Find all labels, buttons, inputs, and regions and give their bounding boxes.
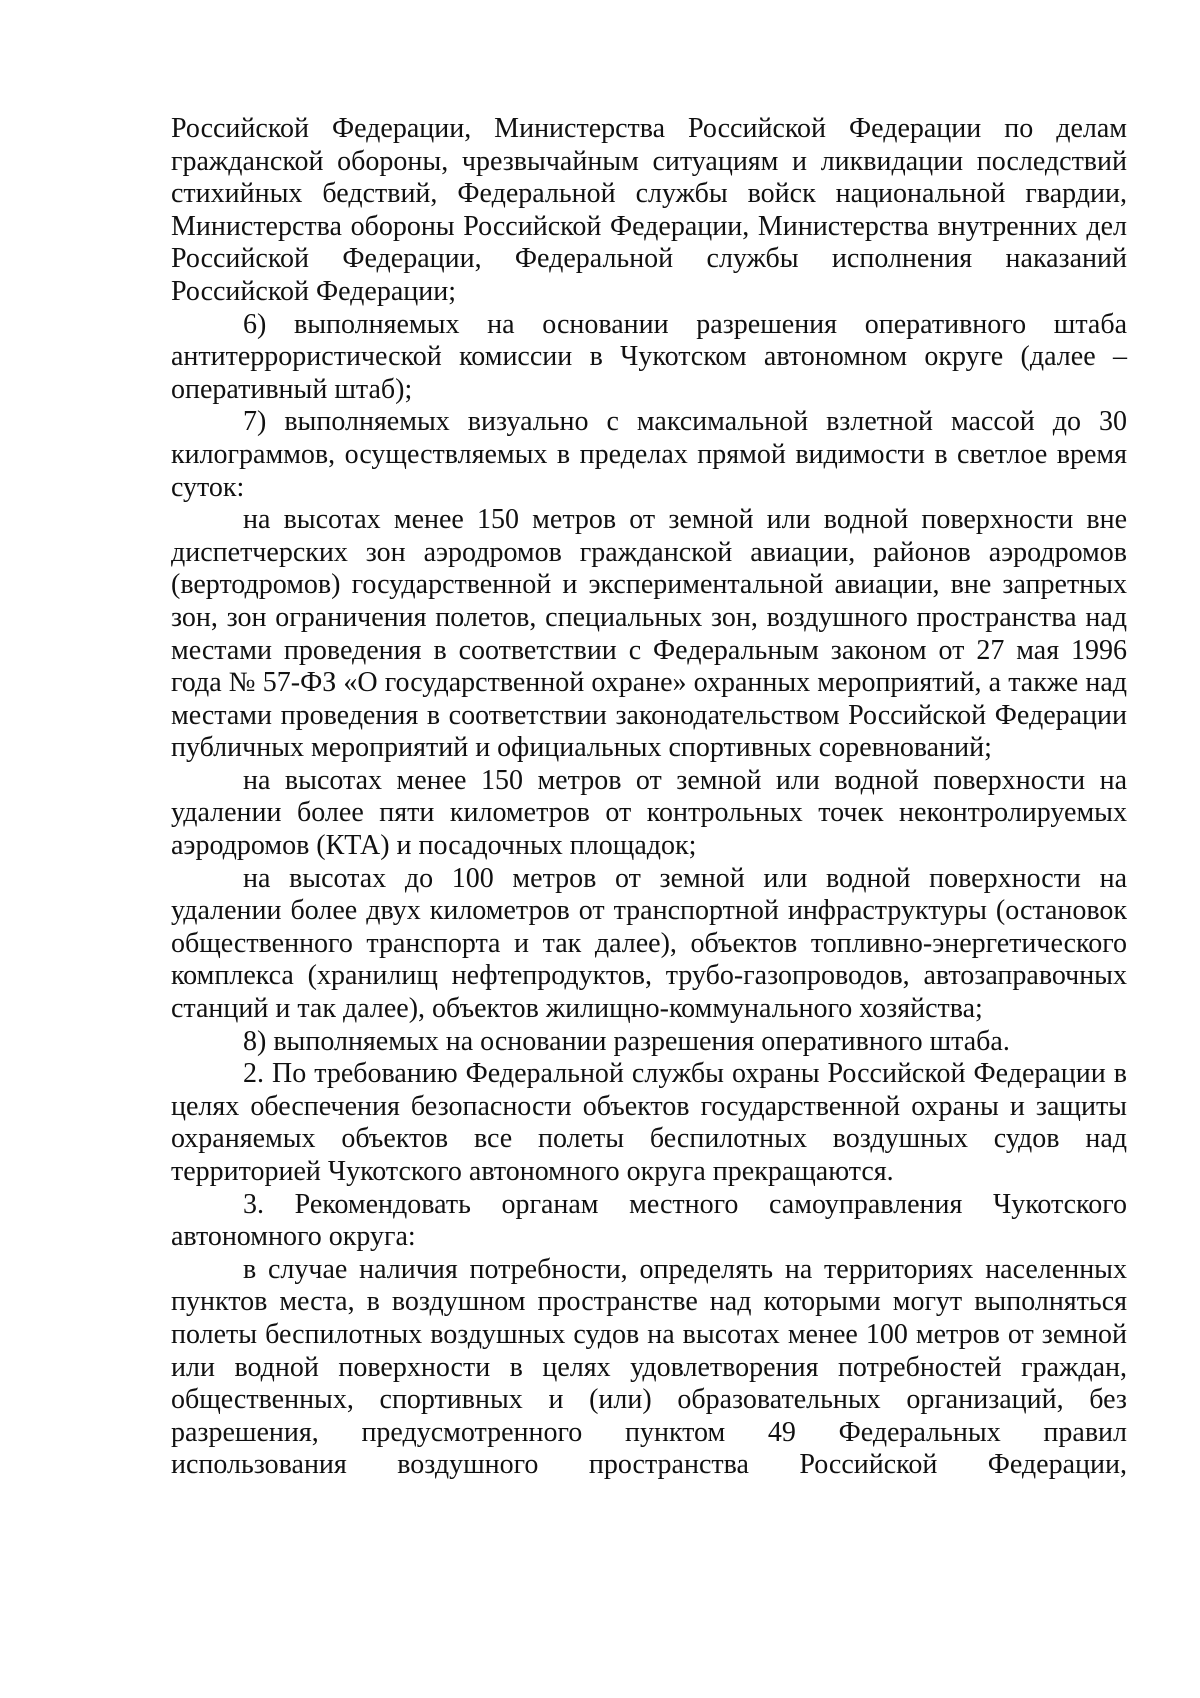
paragraph-section-2: 2. По требованию Федеральной службы охраны Российской Федерации в целях обеспечения безопасности объектов государственной охраны и защиты охраняемых объектов все полеты беспилотных воздушных судов над территорией Чукотского автономного округа прекращаются. [171,1058,1127,1187]
paragraph-altitude-150-zones: на высотах менее 150 метров от земной или водной поверхности вне диспетчерских зон аэродромов гражданской авиации, районов аэродромов (вертодромов) государственной и экспериментальной авиации, вне запретных зон, зон ограничения полетов, специальных зон, воздушного пространства над местами проведения в соответствии с Федеральным законом от 27 мая 1996 года № 57-ФЗ «О государственной охране» охранных мероприятий, а также над местами проведения в соответствии законодательством Российской Федерации публичных мероприятий и официальных спортивных соревнований; [171,504,1127,764]
paragraph-section-3-detail: в случае наличия потребности, определять на территориях населенных пунктов места, в воздушном пространстве над которыми могут выполняться полеты беспилотных воздушных судов на высотах менее 100 метров от земной или водной поверхности в целях удовлетворения потребностей граждан, общественных, спортивных и (или) образовательных организаций, без разрешения, предусмотренного пунктом 49 Федеральных правил использования воздушного пространства Российской Федерации, [171,1253,1127,1481]
paragraph-item-6: 6) выполняемых на основании разрешения оперативного штаба антитеррористической комиссии в Чукотском автономном округе (далее – оперативный штаб); [171,308,1127,405]
document-page [171,113,1127,1482]
paragraph-continuation: Российской Федерации, Министерства Российской Федерации по делам гражданской обороны, чрезвычайным ситуациям и ликвидации последствий стихийных бедствий, Федеральной службы войск национальной гвардии, Министерства обороны Российской Федерации, Министерства внутренних дел Российской Федерации, Федеральной службы исполнения наказаний Российской Федерации; [171,113,1127,307]
paragraph-item-8: 8) выполняемых на основании разрешения оперативного штаба. [243,1025,1010,1057]
paragraph-section-3: 3. Рекомендовать органам местного самоуправления Чукотского автономного округа: [171,1188,1127,1253]
paragraph-altitude-100-infrastructure: на высотах до 100 метров от земной или водной поверхности на удалении более двух километров от транспортной инфраструктуры (остановок общественного транспорта и так далее), объектов топливно-энергетического комплекса (хранилищ нефтепродуктов, трубо-газопроводов, автозаправочных станций и так далее), объектов жилищно-коммунального хозяйства; [171,862,1127,1025]
paragraph-altitude-150-kta: на высотах менее 150 метров от земной или водной поверхности на удалении более пяти километров от контрольных точек неконтролируемых аэродромов (КТА) и посадочных площадок; [171,764,1127,862]
paragraph-item-7: 7) выполняемых визуально с максимальной взлетной массой до 30 килограммов, осуществляемых в пределах прямой видимости в светлое время суток: [171,406,1127,503]
